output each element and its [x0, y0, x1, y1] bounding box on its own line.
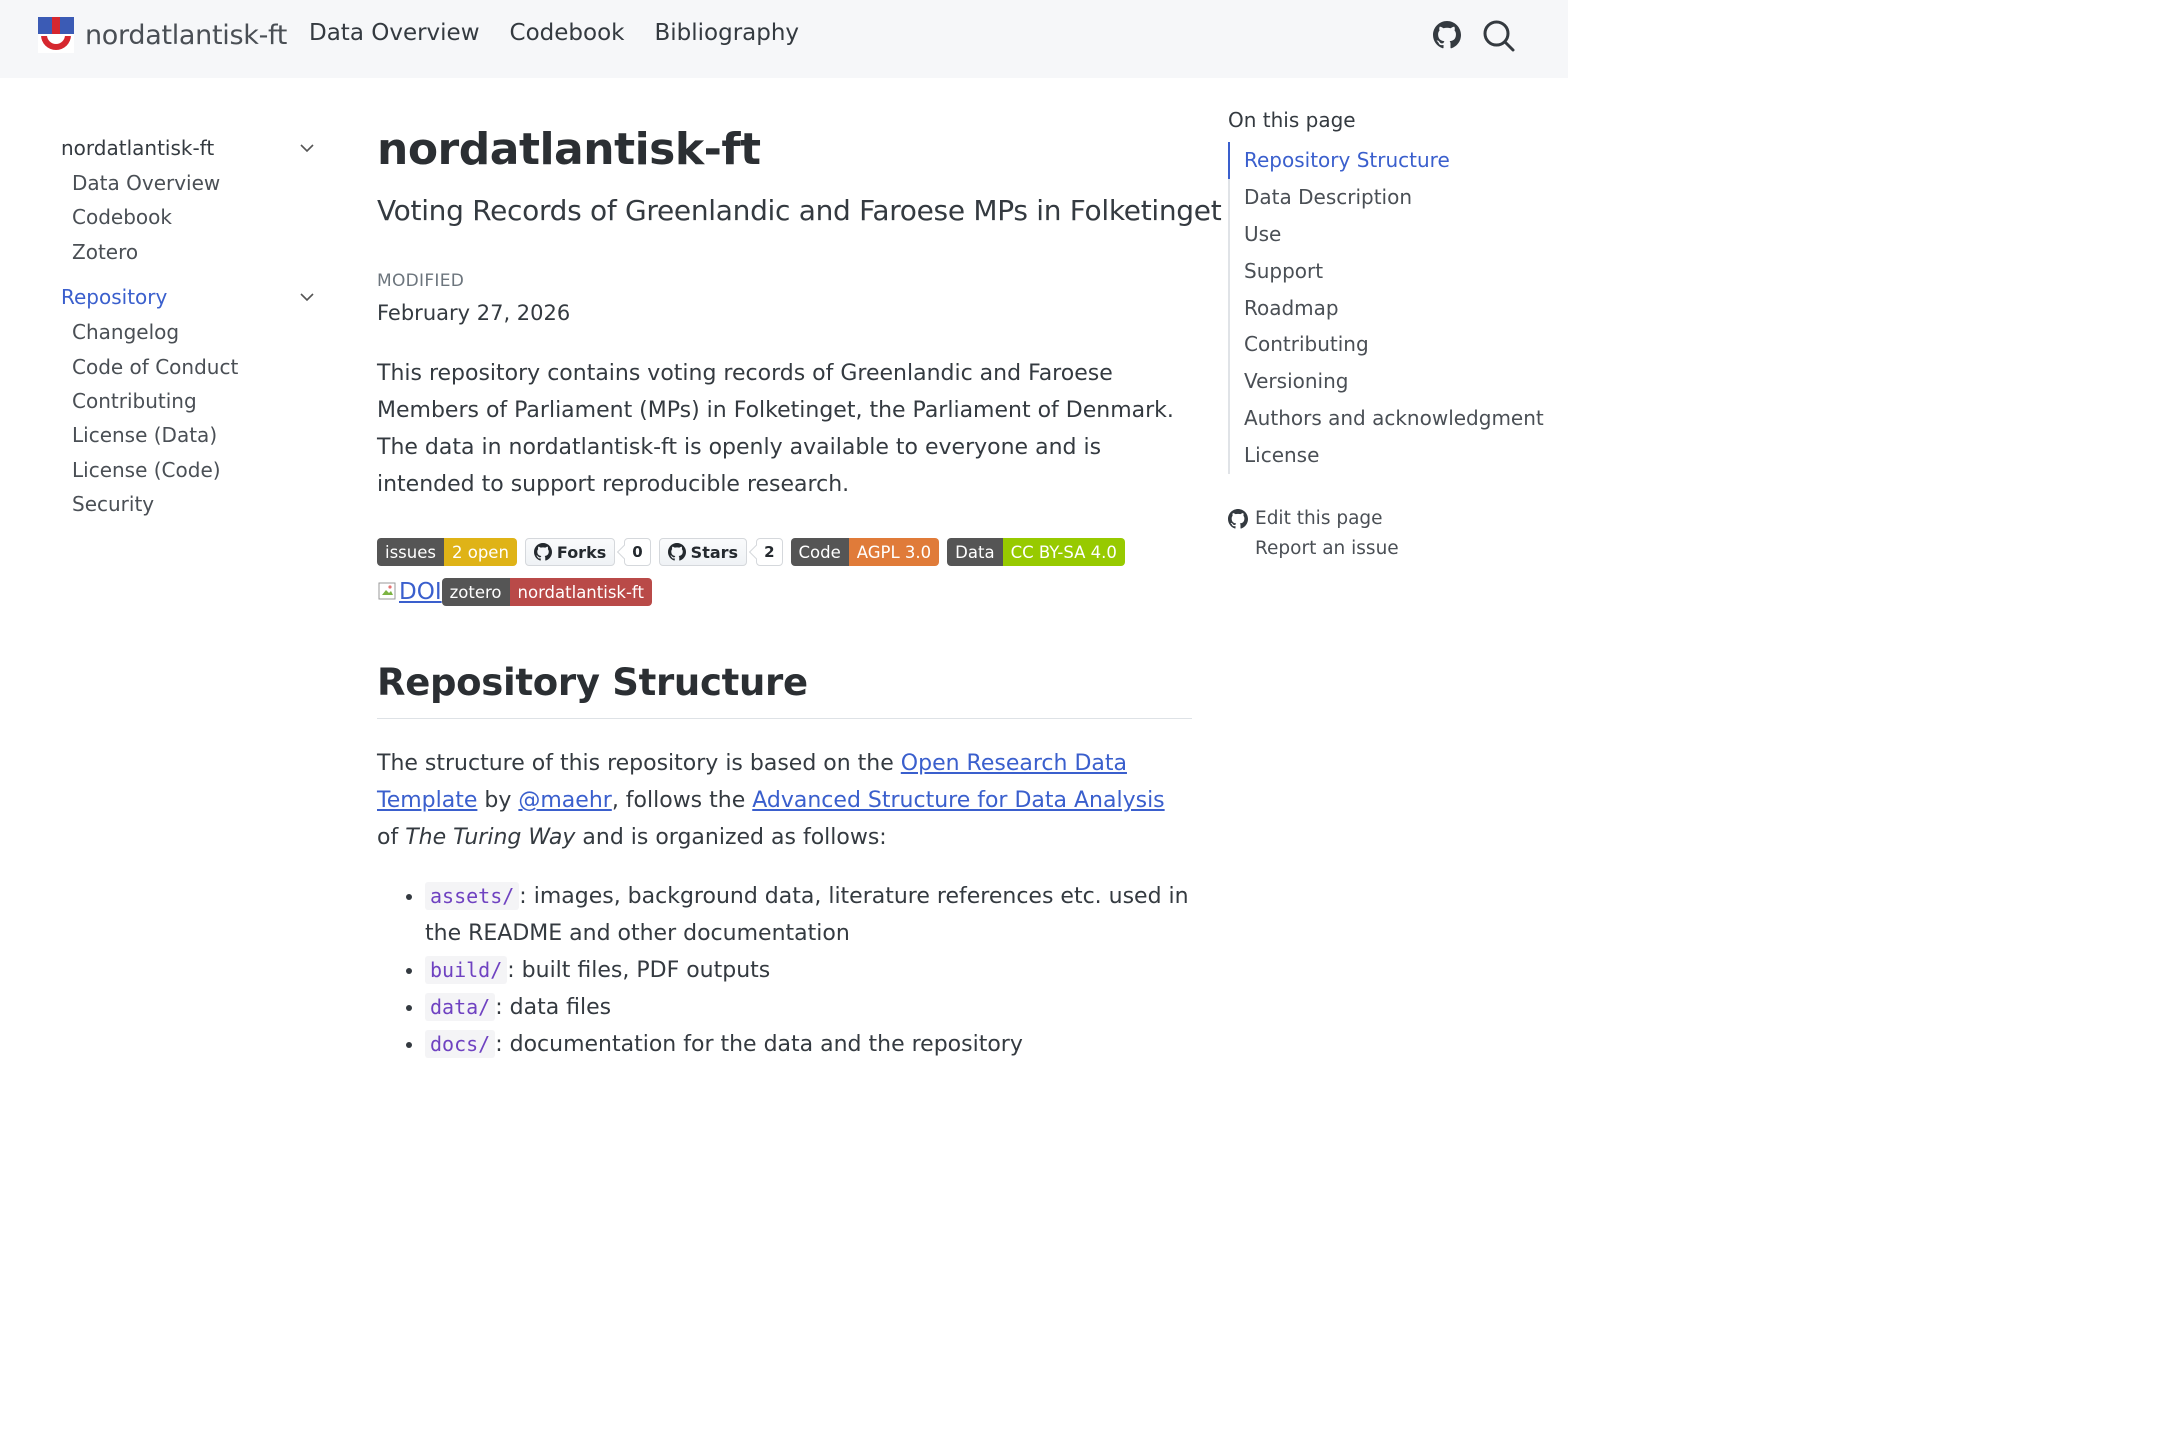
intro-paragraph: This repository contains voting records of Greenlandic and Faroese Members of Parliament (MPs) in Folketinget, the Parliament of Denmark. The data in nordatlantisk-ft is openly available to everyone and is intended to support reproducible research. — [377, 361, 1174, 497]
list-item — [425, 878, 1192, 952]
turing-way-title: The Turing Way — [405, 825, 576, 850]
badge-label: zotero — [442, 578, 510, 606]
list-item-text: : documentation for the data and the repository — [495, 1032, 1023, 1057]
text-segment: , follows the — [611, 788, 753, 813]
issues-badge[interactable] — [377, 538, 517, 566]
sidebar-section-home[interactable] — [61, 130, 321, 166]
code-license-badge[interactable] — [791, 538, 940, 566]
brand-link[interactable] — [38, 17, 287, 53]
left-sidebar — [61, 130, 321, 522]
badge-value: CC BY-SA 4.0 — [1003, 538, 1125, 566]
section-heading-repository-structure: Repository Structure — [377, 661, 1192, 719]
sidebar-item-data-overview[interactable]: Data Overview — [72, 171, 221, 195]
toc-item-use[interactable]: Use — [1244, 221, 1282, 246]
nav-link-codebook[interactable]: Codebook — [509, 20, 625, 46]
folder-code: build/ — [425, 956, 507, 984]
nav-link-data-overview[interactable]: Data Overview — [309, 20, 480, 46]
brand-name: nordatlantisk-ft — [85, 19, 288, 51]
sidebar-item-changelog[interactable]: Changelog — [72, 320, 180, 345]
text-segment: by — [477, 788, 519, 813]
table-of-contents — [1228, 104, 1558, 564]
main-nav — [309, 20, 829, 46]
list-item-text: : images, background data, literature references etc. used in the README and other documentation — [425, 884, 1189, 946]
list-item — [425, 989, 1192, 1026]
list-item — [425, 952, 1192, 989]
zotero-badge[interactable] — [442, 578, 652, 606]
sidebar-section-label: nordatlantisk-ft — [61, 136, 215, 160]
folder-code: data/ — [425, 993, 495, 1021]
folder-code: docs/ — [425, 1030, 495, 1058]
sidebar-section-repository[interactable] — [61, 279, 321, 315]
toc-list — [1228, 142, 1558, 474]
chevron-down-icon[interactable] — [299, 289, 315, 305]
toc-item-data-description[interactable]: Data Description — [1244, 184, 1413, 209]
sidebar-item-contributing[interactable]: Contributing — [72, 388, 197, 413]
badge-label: Data — [947, 538, 1002, 566]
search-icon[interactable] — [1482, 19, 1516, 53]
stars-count[interactable]: 2 — [756, 538, 782, 566]
forks-count[interactable]: 0 — [624, 538, 650, 566]
stars-badge[interactable] — [659, 538, 783, 566]
report-issue-label: Report an issue — [1255, 538, 1399, 560]
toc-title: On this page — [1228, 108, 1356, 132]
sidebar-item-security[interactable]: Security — [72, 492, 155, 517]
advanced-structure-link[interactable]: Advanced Structure for Data Analysis — [752, 788, 1165, 813]
forks-badge[interactable] — [525, 538, 651, 566]
text-segment: of — [377, 825, 406, 850]
sidebar-item-license-code[interactable]: License (Code) — [72, 457, 221, 482]
list-item — [425, 1026, 1192, 1063]
github-icon[interactable] — [1433, 21, 1461, 49]
sidebar-section-label: Repository — [61, 285, 168, 310]
page-subtitle: Voting Records of Greenlandic and Faroese MPs in Folketinget — [377, 194, 1222, 227]
sidebar-item-license-data[interactable]: License (Data) — [72, 423, 218, 448]
structure-list — [377, 878, 1192, 1063]
nav-link-bibliography[interactable]: Bibliography — [654, 20, 800, 46]
badge-label: issues — [377, 538, 444, 566]
sidebar-item-code-of-conduct[interactable]: Code of Conduct — [72, 354, 239, 379]
toc-item-versioning[interactable]: Versioning — [1244, 369, 1349, 394]
sidebar-item-zotero[interactable]: Zotero — [72, 239, 139, 264]
data-license-badge[interactable] — [947, 538, 1125, 566]
modified-date: February 27, 2026 — [377, 301, 571, 325]
list-item-text: : data files — [495, 995, 612, 1020]
folder-code: assets/ — [425, 882, 519, 910]
github-icon — [1228, 509, 1248, 529]
doi-alt-text: DOI — [399, 579, 442, 605]
text-segment: The structure of this repository is based on the — [377, 751, 901, 776]
toc-item-authors[interactable]: Authors and acknowledgment — [1244, 406, 1544, 431]
chevron-down-icon[interactable] — [299, 140, 315, 156]
top-navbar — [0, 0, 1568, 78]
badge-value: nordatlantisk-ft — [510, 578, 652, 606]
structure-paragraph — [377, 745, 1192, 856]
modified-label: MODIFIED — [377, 271, 465, 291]
stars-label: Stars — [690, 542, 739, 562]
broken-image-icon — [377, 581, 399, 603]
toc-actions — [1228, 504, 1558, 564]
stars-button[interactable] — [659, 538, 747, 566]
text-segment: and is organized as follows: — [575, 825, 887, 850]
forks-button[interactable] — [525, 538, 615, 566]
sidebar-item-codebook[interactable]: Codebook — [72, 205, 172, 230]
toc-item-support[interactable]: Support — [1244, 258, 1324, 283]
open-research-data-template-link[interactable]: Open Research Data Template — [377, 751, 1127, 813]
badge-value: 2 open — [444, 538, 517, 566]
main-content — [377, 118, 1222, 1063]
edit-page-link[interactable] — [1228, 504, 1558, 534]
maehr-link[interactable]: @maehr — [518, 788, 612, 813]
github-icon — [534, 543, 552, 561]
edit-page-label: Edit this page — [1255, 508, 1383, 530]
toc-item-repository-structure[interactable]: Repository Structure — [1228, 142, 1558, 179]
badge-value: AGPL 3.0 — [849, 538, 939, 566]
toc-item-roadmap[interactable]: Roadmap — [1244, 295, 1339, 320]
badge-row — [377, 538, 1197, 606]
page-title: nordatlantisk-ft — [377, 124, 761, 175]
badge-label: Code — [791, 538, 849, 566]
doi-badge-link[interactable] — [377, 578, 442, 606]
toc-item-license[interactable]: License — [1244, 443, 1320, 468]
toc-item-contributing[interactable]: Contributing — [1244, 332, 1369, 357]
list-item-text: : built files, PDF outputs — [507, 958, 771, 983]
report-issue-link[interactable] — [1228, 534, 1558, 564]
logo-icon — [38, 17, 74, 53]
github-icon — [668, 543, 686, 561]
forks-label: Forks — [556, 542, 607, 562]
